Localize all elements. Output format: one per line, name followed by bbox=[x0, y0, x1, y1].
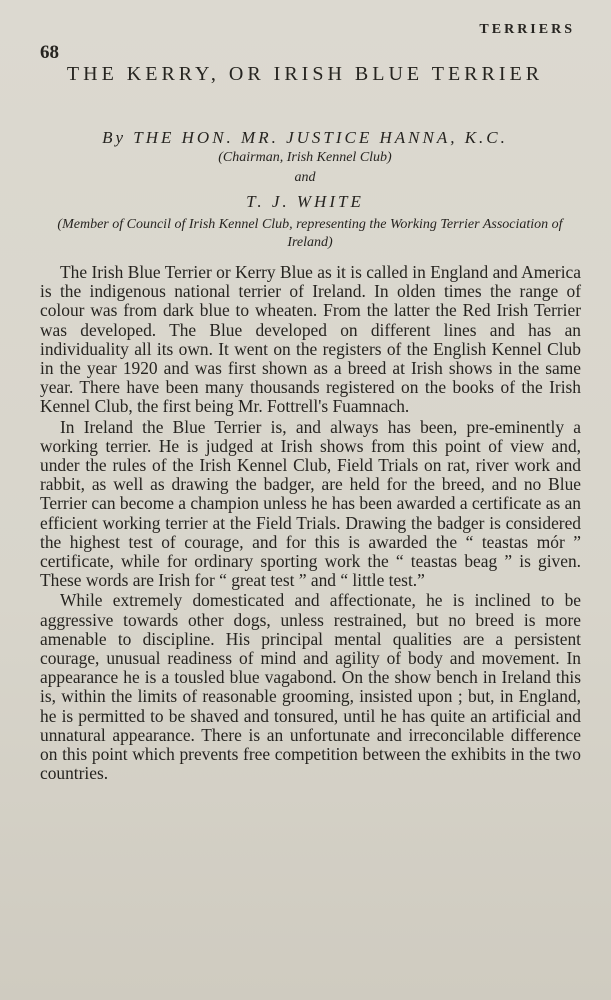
article-title: THE KERRY, OR IRISH BLUE TERRIER bbox=[66, 63, 544, 85]
paragraph: While extremely domesticated and affectionate, he is inclined to be aggressive towards other dogs, unless restrained, but no breed is more amenable to discipline. His principal mental qualities are a persistent courage, unusual readiness of mind and agility of body and movement. In appearance he is a tousled blue vagabond. On the show bench in Ireland this is, within the limits of reasonable grooming, insisted upon ; but, in England, he is permitted to be shaved and tonsured, until he has quite an artificial and unnatural appearance. There is an unfortunate and irreconcilable difference on this point which prevents free competition between the exhibits in the two countries. bbox=[40, 590, 581, 784]
paragraph: The Irish Blue Terrier or Kerry Blue as it is called in England and America is the indigenous national terrier of Ireland. In olden times the range of colour was from dark blue to wheaten. From the latter the Red Irish Terrier was developed. The Blue developed on different lines and has an individuality all its own. It went on the registers of the English Kennel Club in the year 1920 and was first shown as a breed at Irish shows in the same year. There have been many thousands registered on the books of the Irish Kennel Club, the first being Mr. Fottrell's Fuamnach. bbox=[40, 262, 581, 417]
author-conjunction: and bbox=[294, 170, 316, 185]
page-number: 68 bbox=[40, 42, 59, 63]
paragraph: In Ireland the Blue Terrier is, and always has been, pre-eminently a working terrier. He is judged at Irish shows from this point of view and, under the rules of the Irish Kennel Club, Field Trials on rat, river work and rabbit, as well as drawing the badger, are held for the breed, and no Blue Terrier can become a champion unless he has been awarded a certificate as an efficient working terrier at the Field Trials. Drawing the badger is considered the highest test of courage, and for this is awarded the “ teastas mór ” certificate, while for ordinary sporting work the “ teastas beag ” is given. These words are Irish for “ great test ” and “ little test.” bbox=[40, 416, 581, 591]
author1-affiliation: (Chairman, Irish Kennel Club) bbox=[218, 150, 392, 165]
byline: By THE HON. MR. JUSTICE HANNA, K.C. bbox=[102, 128, 508, 147]
article-body bbox=[40, 263, 581, 783]
second-author: T. J. WHITE bbox=[246, 192, 364, 211]
author2-affiliation: (Member of Council of Irish Kennel Club, representing the Working Terrier Association of Ireland) bbox=[57, 217, 563, 250]
running-head: TERRIERS bbox=[479, 22, 575, 37]
